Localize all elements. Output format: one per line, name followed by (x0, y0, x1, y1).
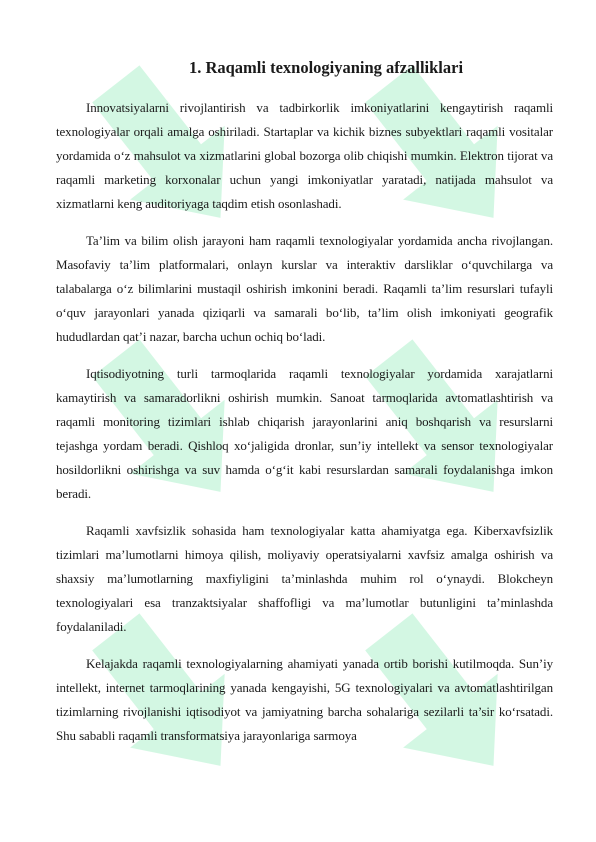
document-body (56, 96, 553, 761)
paragraph: Kelajakda raqamli texnologiyalarning ahamiyati yanada ortib borishi kutilmoqda. Sun’iy intellekt, internet tarmoqlarining yanada kengayishi, 5G texnologiyalari va avtomatlashtirilgan tizimlarning rivojlanishi iqtisodiyot va jamiyatning barcha sohalariga sezilarli ta’sir ko‘rsatadi. Shu sababli raqamli transformatsiya jarayonlariga sarmoya (56, 656, 553, 743)
paragraph: Innovatsiyalarni rivojlantirish va tadbirkorlik imkoniyatlarini kengaytirish raqamli texnologiyalar orqali amalga oshiriladi. Startaplar va kichik biznes subyektlari raqamli vositalar yordamida o‘z mahsulot va xizmatlarini global bozorga olib chiqishi mumkin. Elektron tijorat va raqamli marketing korxonalar uchun yangi imkoniyatlar yaratadi, natijada mahsulot va xizmatlarni keng auditoriyaga taqdim etish osonlashadi. (56, 100, 553, 211)
paragraph: Ta’lim va bilim olish jarayoni ham raqamli texnologiyalar yordamida ancha rivojlangan. Masofaviy ta’lim platformalari, onlayn kurslar va interaktiv darsliklar o‘quvchilarga va talabalarga o‘z bilimlarini mustaqil oshirish imkonini beradi. Raqamli ta’lim resurslari tufayli o‘quv jarayonlari yanada qiziqarli va samarali bo‘lib, ta’lim olish imkoniyati geografik hududlardan qat’i nazar, barcha uchun ochiq bo‘ladi. (56, 233, 553, 344)
page-title: 1. Raqamli texnologiyaning afzalliklari (188, 58, 464, 77)
paragraph: Raqamli xavfsizlik sohasida ham texnologiyalar katta ahamiyatga ega. Kiberxavfsizlik tizimlari ma’lumotlarni himoya qilish, moliyaviy operatsiyalarni xavfsiz amalga oshirish va shaxsiy ma’lumotlarning maxfiyligini ta’minlashda muhim rol o‘ynaydi. Blokcheyn texnologiyalari esa tranzaktsiyalar shaffofligi va ma’lumotlar butunligini ta’minlashda foydalaniladi. (56, 523, 553, 634)
paragraph: Iqtisodiyotning turli tarmoqlarida raqamli texnologiyalar yordamida xarajatlarni kamaytirish va samaradorlikni oshirish mumkin. Sanoat tarmoqlarida avtomatlashtirish va raqamli monitoring tizimlari ishlab chiqarish jarayonlarini aniq boshqarish va resurslarni tejashga yordam beradi. Qishloq xo‘jaligida dronlar, sun’iy intellekt va sensor texnologiyalar hosildorlikni oshirishga va suv hamda o‘g‘it kabi resurslardan samarali foydalanishga imkon beradi. (56, 366, 553, 501)
